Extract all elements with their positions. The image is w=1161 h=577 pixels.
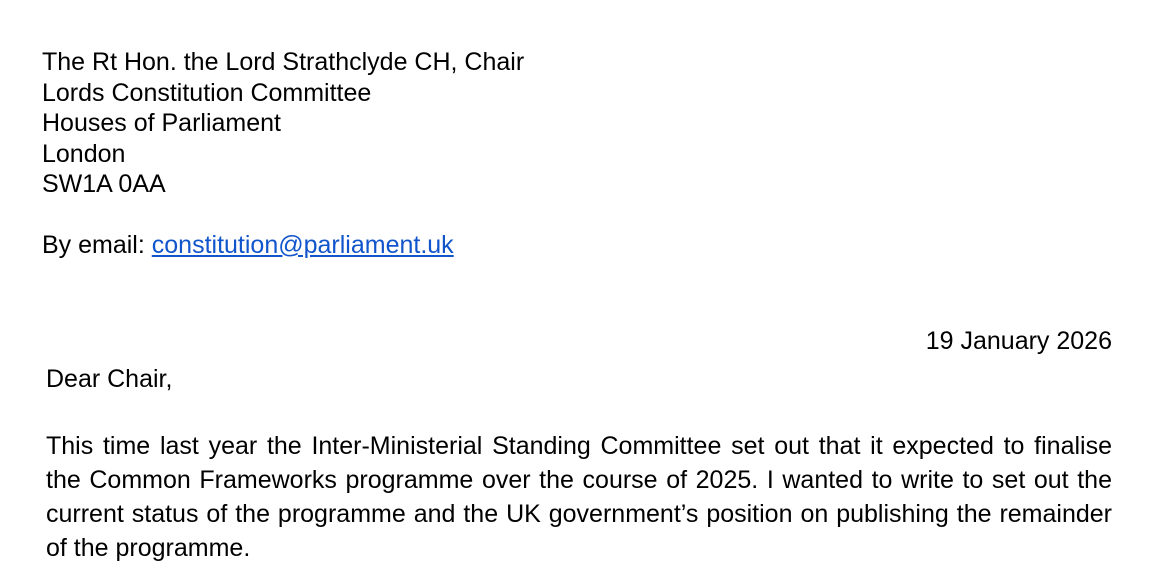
body-paragraph: This time last year the Inter-Ministerial Standing Committee set out that it expected to finalise the Common Frameworks programme over the course of 2025. I wanted to write to set out the current status of the programme and the UK government’s position on publishing the remainder of the programme.: [46, 432, 1112, 562]
recipient-city-line: London: [42, 139, 126, 168]
salutation: Dear Chair,: [46, 365, 173, 393]
email-link[interactable]: constitution@parliament.uk: [151, 231, 454, 259]
recipient-committee-line: Lords Constitution Committee: [42, 78, 372, 107]
recipient-address: [42, 47, 524, 200]
email-line: [42, 230, 454, 260]
letter-date: 19 January 2026: [925, 327, 1112, 355]
recipient-postcode-line: SW1A 0AA: [42, 170, 166, 198]
email-prefix: By email:: [42, 231, 152, 259]
recipient-building-line: Houses of Parliament: [42, 109, 282, 137]
recipient-name-line: The Rt Hon. the Lord Strathclyde CH, Chair: [42, 48, 525, 76]
